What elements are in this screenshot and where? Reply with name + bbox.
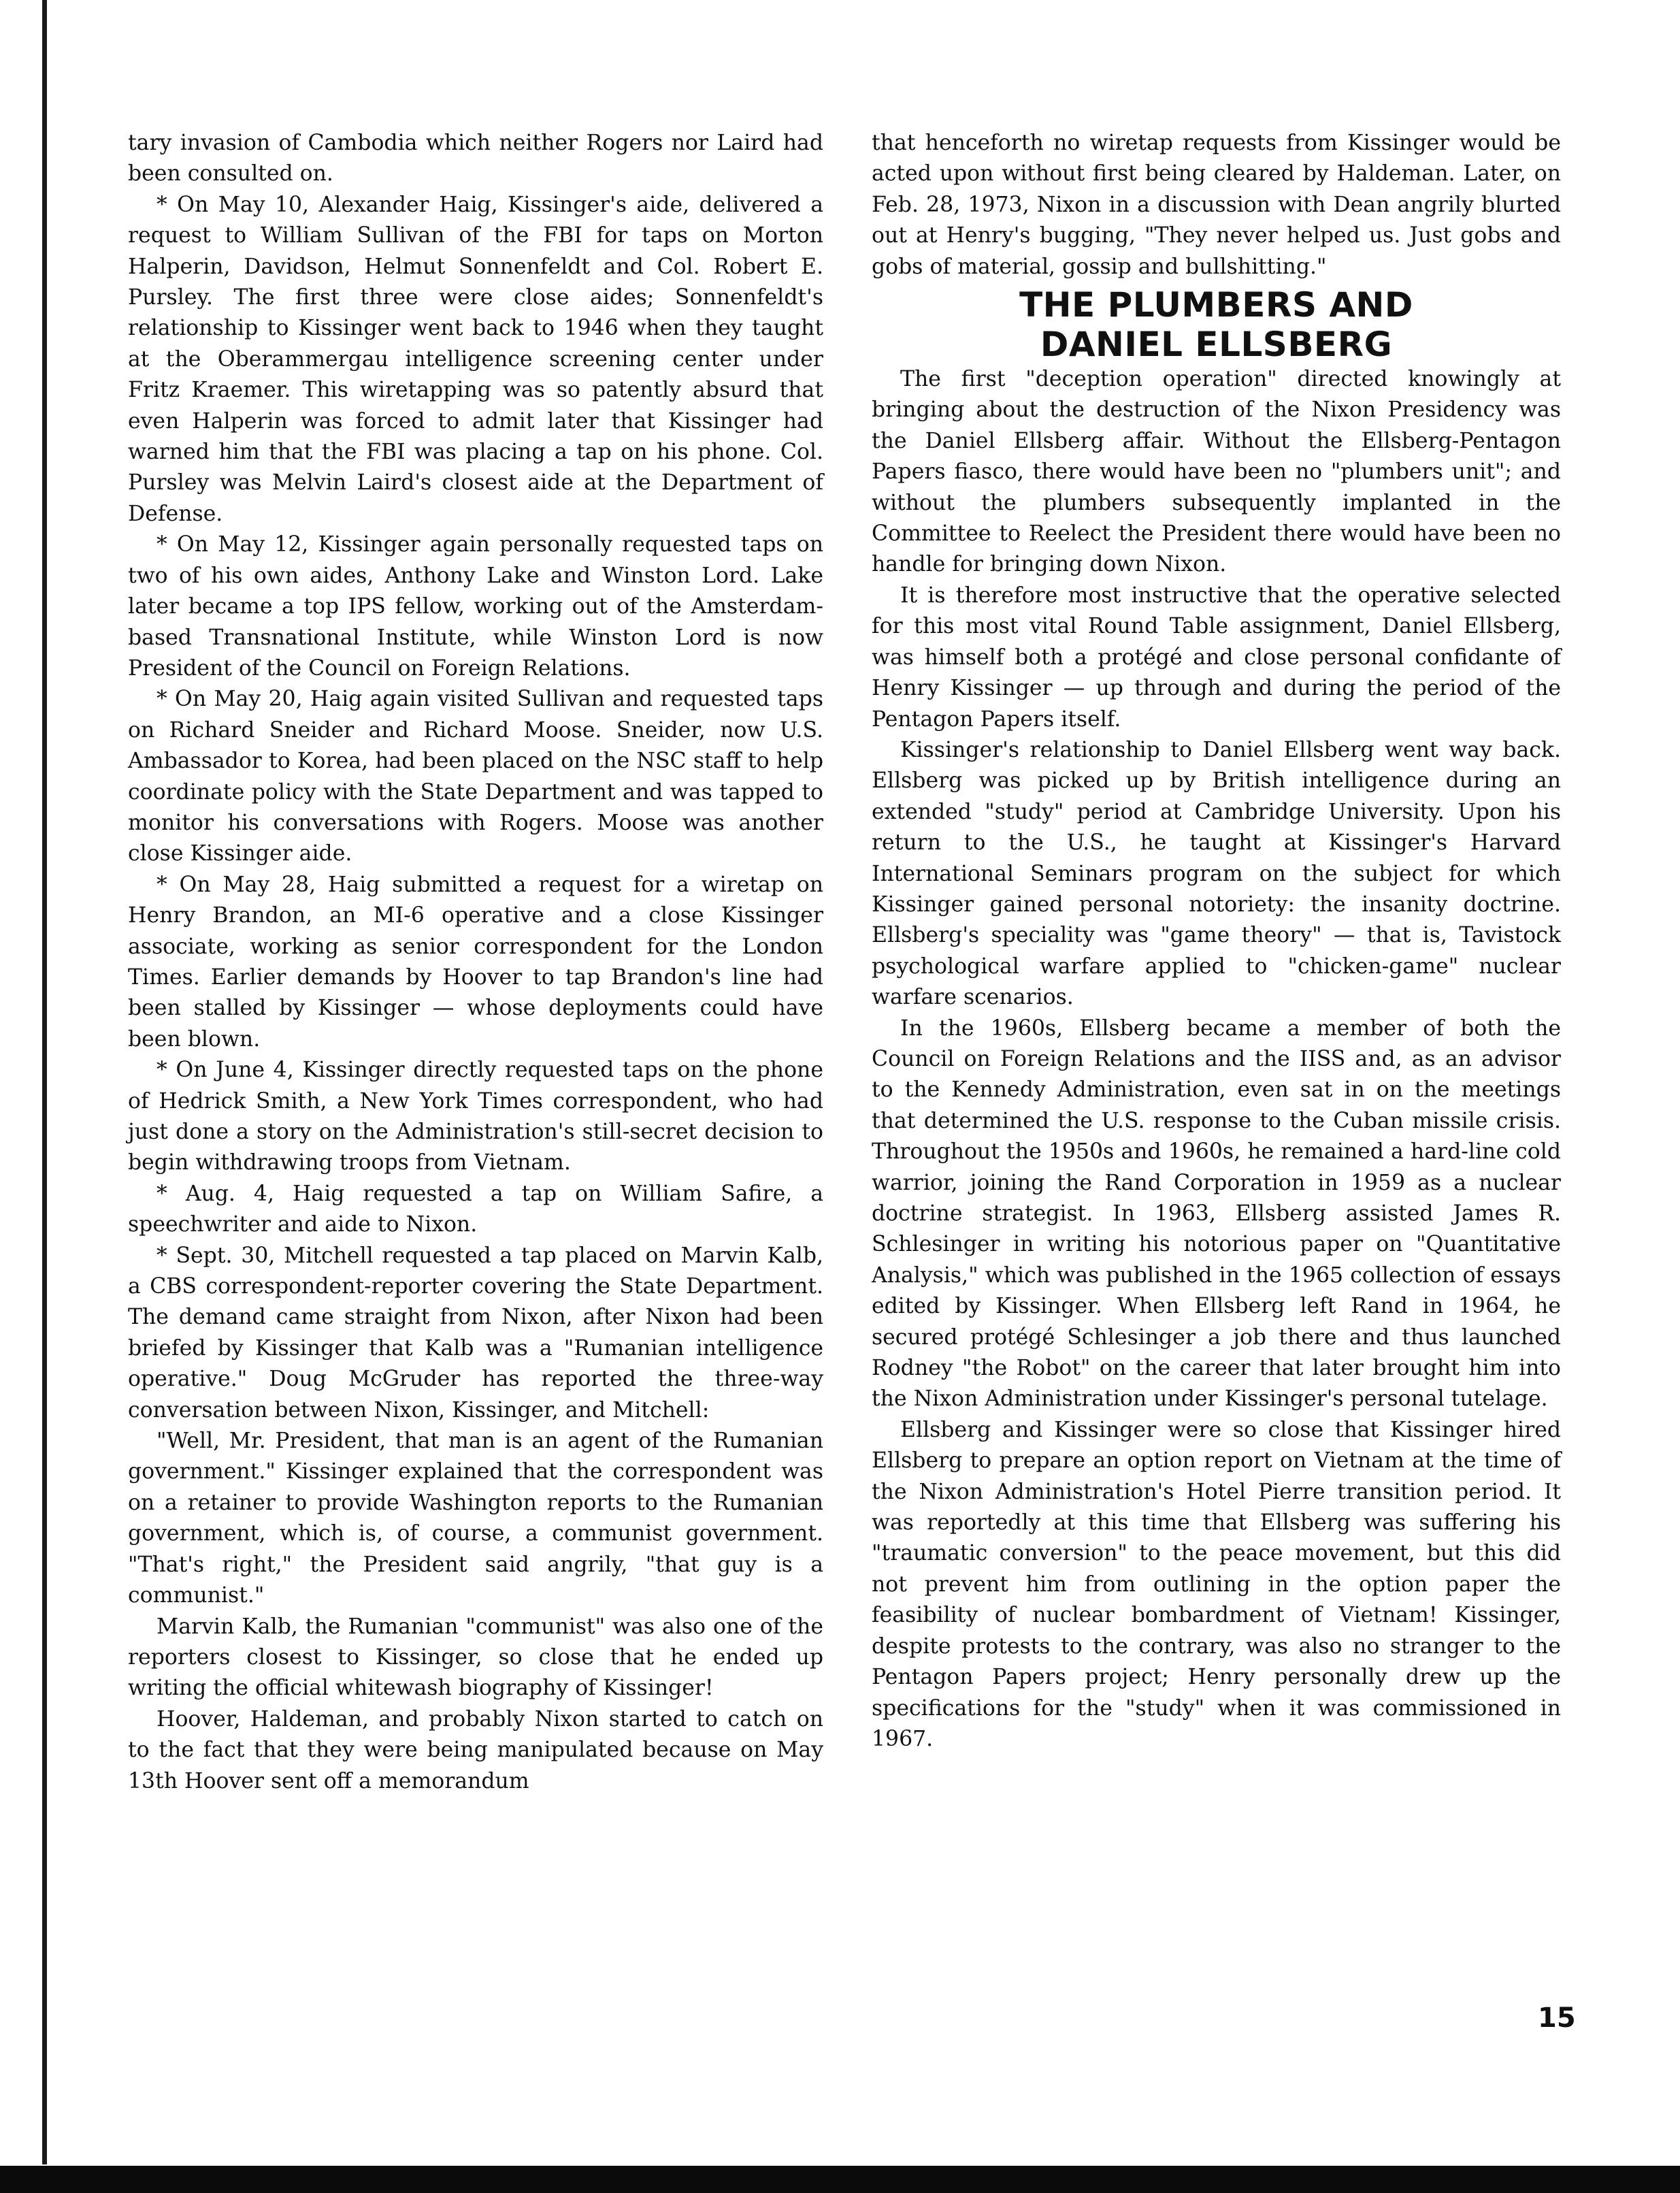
quote-paragraph: "Well, Mr. President, that man is an agent of the Rumanian government." Kissinger explained that the correspondent was on a retainer to provide Washington reports to the Rumanian government, which is, of course, a communist government. "That's right," the President said angrily, "that guy is a communist." <box>128 1429 823 1608</box>
paragraph: * On May 28, Haig submitted a request for a wiretap on Henry Brandon, an MI-6 operative and a close Kissinger associate, working as senior correspondent for the London Times. Earlier demands by Hoover to tap Brandon's line had been stalled by Kissinger — whose deployments could have been blown. <box>128 872 823 1052</box>
paragraph: In the 1960s, Ellsberg became a member of both the Council on Foreign Relations and the IISS and, as an advisor to the Kennedy Administration, even sat in on the meetings that determined the U.S. response to the Cuban missile crisis. Throughout the 1950s and 1960s, he remained a hard-line cold warrior, joining the Rand Corporation in 1959 as a nuclear doctrine strategist. In 1963, Ellsberg assisted James R. Schlesinger in writing his notorious paper on "Quantitative Analysis," which was published in the 1965 collection of essays edited by Kissinger. When Ellsberg left Rand in 1964, he secured protégé Schlesinger a job there and thus launched Rodney "the Robot" on the career that later brought him into the Nixon Administration under Kissinger's personal tutelage. <box>872 1016 1561 1412</box>
page-number: 15 <box>1538 2002 1576 2034</box>
heading-line-1: THE PLUMBERS AND <box>1019 285 1413 325</box>
paragraph: The first "deception operation" directed knowingly at bringing about the destruction of the Nixon Presidency was the Daniel Ellsberg affair. Without the Ellsberg-Pentagon Papers fiasco, there would have been no "plumbers unit"; and without the plumbers subsequently implanted in the Committee to Reelect the President there would have been no handle for bringing down Nixon. <box>872 367 1561 577</box>
paragraph: Hoover, Haldeman, and probably Nixon started to catch on to the fact that they were being manipulated because on May 13th Hoover sent off a memorandum <box>128 1706 823 1793</box>
right-column <box>872 128 1561 1755</box>
binding-edge-rule <box>42 0 47 2164</box>
paragraph: Marvin Kalb, the Rumanian "communist" was also one of the reporters closest to Kissinger, so close that he ended up writing the official whitewash biography of Kissinger! <box>128 1614 823 1701</box>
paragraph: tary invasion of Cambodia which neither Rogers nor Laird had been consulted on. <box>128 131 823 186</box>
paragraph: * Sept. 30, Mitchell requested a tap placed on Marvin Kalb, a CBS correspondent-reporter covering the State Department. The demand came straight from Nixon, after Nixon had been briefed by Kissinger that Kalb was a "Rumanian intelligence operative." Doug McGruder has reported the three-way conversation between Nixon, Kissinger, and Mitchell: <box>128 1243 823 1423</box>
left-column <box>128 128 823 1797</box>
continued-paragraph: that henceforth no wiretap requests from Kissinger would be acted upon without first being cleared by Haldeman. Later, on Feb. 28, 1973, Nixon in a discussion with Dean angrily blurted out at Henry's bugging, "They never helped us. Just gobs and gobs of material, gossip and bullshitting." <box>872 131 1561 279</box>
scan-bottom-edge <box>0 2166 1680 2193</box>
paragraph: * On June 4, Kissinger directly requested taps on the phone of Hedrick Smith, a New York Times correspondent, who had just done a story on the Administration's still-secret decision to begin withdrawing troops from Vietnam. <box>128 1058 823 1175</box>
paragraph: * On May 10, Alexander Haig, Kissinger's aide, delivered a request to William Sullivan of the FBI for taps on Morton Halperin, Davidson, Helmut Sonnenfeldt and Col. Robert E. Pursley. The first three were close aides; Sonnenfeldt's relationship to Kissinger went back to 1946 when they taught at the Oberammergau intelligence screening center under Fritz Kraemer. This wiretapping was so patently absurd that even Halperin was forced to admit later that Kissinger had warned him that the FBI was placing a tap on his phone. Col. Pursley was Melvin Laird's closest aide at the Department of Defense. <box>128 192 823 526</box>
paragraph: Ellsberg and Kissinger were so close that Kissinger hired Ellsberg to prepare an option report on Vietnam at the time of the Nixon Administration's Hotel Pierre transition period. It was reportedly at this time that Ellsberg was suffering his "traumatic conversion" to the peace movement, but this did not prevent him from outlining in the option paper the feasibility of nuclear bombardment of Vietnam! Kissinger, despite protests to the contrary, was also no stranger to the Pentagon Papers project; Henry personally drew up the specifications for the "study" when it was commissioned in 1967. <box>872 1417 1561 1751</box>
paragraph: * On May 12, Kissinger again personally requested taps on two of his own aides, Anthony Lake and Winston Lord. Lake later became a top IPS fellow, working out of the Amsterdam-based Transnational Institute, while Winston Lord is now President of the Council on Foreign Relations. <box>128 532 823 681</box>
heading-line-2: DANIEL ELLSBERG <box>1040 325 1393 365</box>
paragraph: It is therefore most instructive that the operative selected for this most vital Round Table assignment, Daniel Ellsberg, was himself both a protégé and close personal confidante of Henry Kissinger — up through and during the period of the Pentagon Papers itself. <box>872 583 1561 732</box>
paragraph: * On May 20, Haig again visited Sullivan and requested taps on Richard Sneider and Richard Moose. Sneider, now U.S. Ambassador to Korea, had been placed on the NSC staff to help coordinate policy with the State Department and was tapped to monitor his conversations with Rogers. Moose was another close Kissinger aide. <box>128 687 823 866</box>
section-heading <box>872 285 1561 364</box>
paragraph: Kissinger's relationship to Daniel Ellsberg went way back. Ellsberg was picked up by British intelligence during an extended "study" period at Cambridge University. Upon his return to the U.S., he taught at Kissinger's Harvard International Seminars program on the subject for which Kissinger gained personal notoriety: the insanity doctrine. Ellsberg's speciality was "game theory" — that is, Tavistock psychological warfare applied to "chicken-game" nuclear warfare scenarios. <box>872 737 1561 1010</box>
paragraph: * Aug. 4, Haig requested a tap on William Safire, a speechwriter and aide to Nixon. <box>128 1181 823 1237</box>
